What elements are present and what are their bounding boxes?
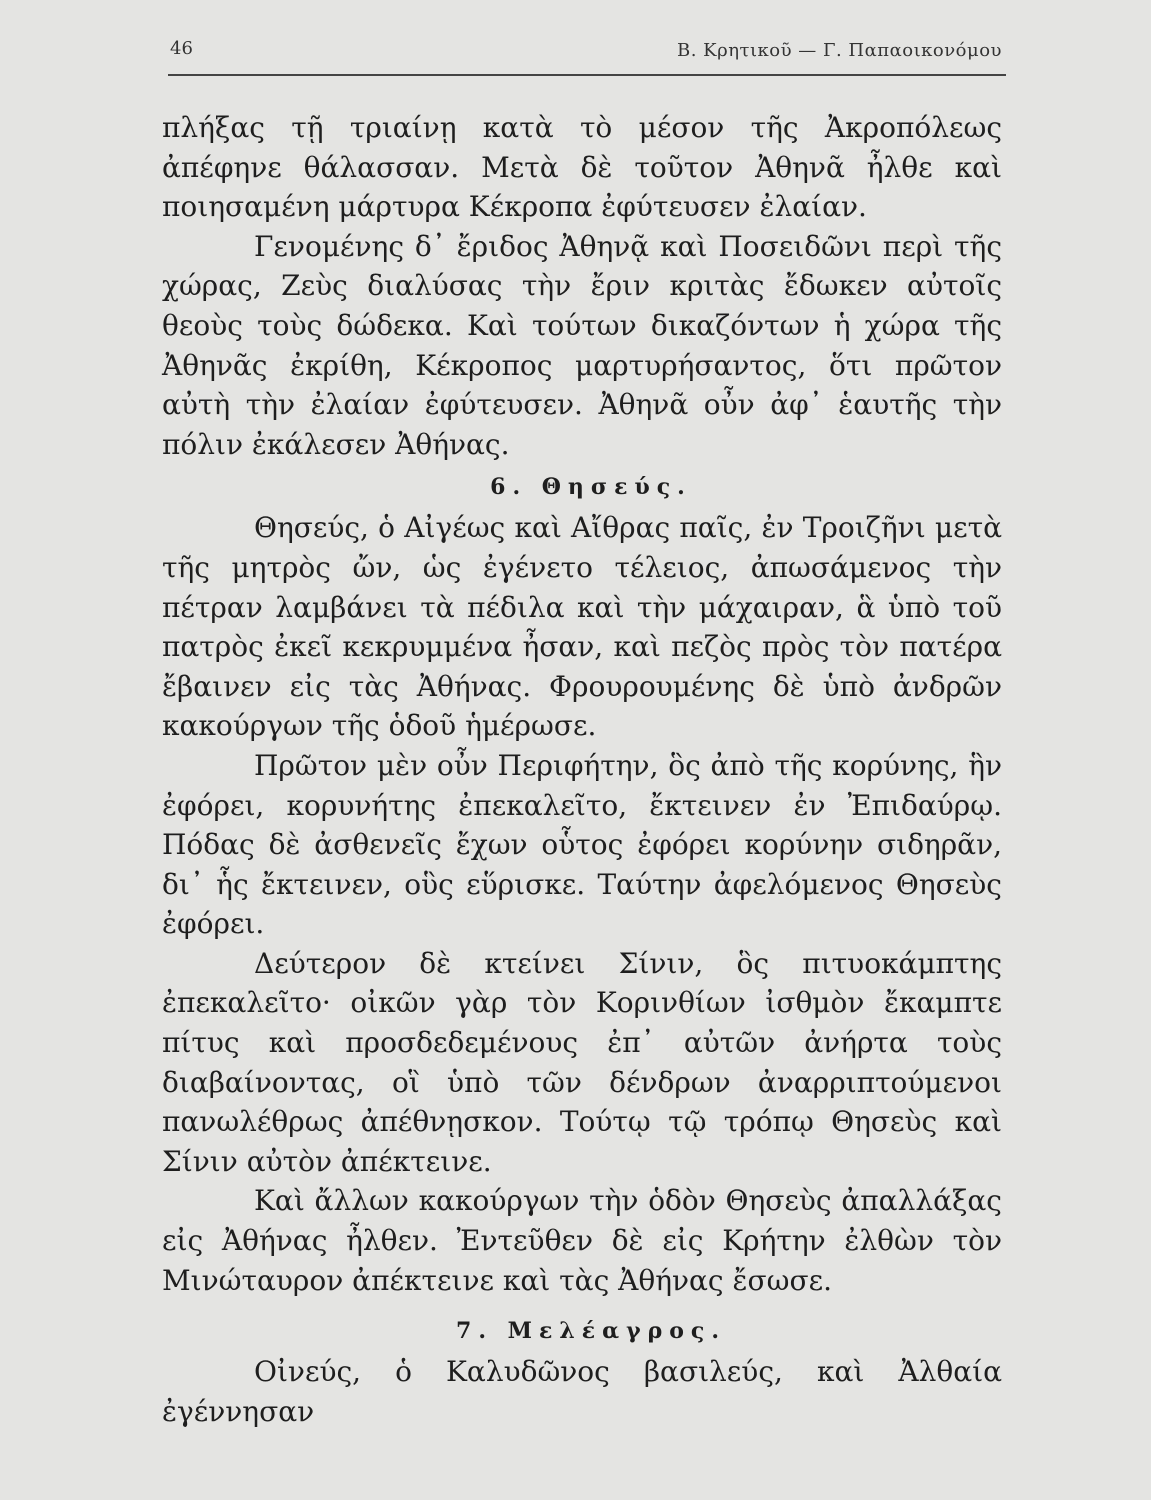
theseus-paragraph-1: Θησεύς, ὁ Αἰγέως καὶ Αἴθρας παῖς, ἐν Τροιζῆνι μετὰ τῆς μητρὸς ὤν, ὡς ἐγένετο τέλειος, ἀπωσάμενος τὴν πέτραν λαμβάνει τὰ πέδιλα καὶ τὴν μάχαιραν, ἃ ὑπὸ τοῦ πατρὸς ἐκεῖ κεκρυμμένα ἦσαν, καὶ πεζὸς πρὸς τὸν πατέρα ἔβαινεν εἰς τὰς Ἀθήνας. Φρουρουμένης δὲ ὑπὸ ἀνδρῶν κακούργων τῆς ὁδοῦ ἡμέρωσε. xyxy=(162,511,1002,743)
body-text xyxy=(162,108,1002,1431)
intro-paragraph-continuation: πλήξας τῇ τριαίνῃ κατὰ τὸ μέσον τῆς Ἀκροπόλεως ἀπέφηνε θάλασσαν. Μετὰ δὲ τοῦτον Ἀθηνᾶ ἦλθε καὶ ποιησαμένη μάρτυρα Κέκροπα ἐφύτευσεν ἐλαίαν. xyxy=(162,111,1002,224)
section-heading-meleager: 7. Μελέαγρος. xyxy=(456,1318,726,1345)
header-rule xyxy=(168,74,1006,76)
running-head-authors: Β. Κρητικοῦ — Γ. Παπαοικονόμου xyxy=(677,40,1002,61)
intro-paragraph-dispute: Γενομένης δ᾽ ἔριδος Ἀθηνᾷ καὶ Ποσειδῶνι περὶ τῆς χώρας, Ζεὺς διαλύσας τὴν ἔριν κριτὰς ἔδωκεν αὐτοῖς θεοὺς τοὺς δώδεκα. Καὶ τούτων δικαζόντων ἡ χώρα τῆς Ἀθηνᾶς ἐκρίθη, Κέκροπος μαρτυρήσαντος, ὅτι πρῶτον αὐτὴ τὴν ἐλαίαν ἐφύτευσεν. Ἀθηνᾶ οὖν ἀφ᾽ ἑαυτῆς τὴν πόλιν ἐκάλεσεν Ἀθήνας. xyxy=(162,229,1002,461)
theseus-paragraph-2: Πρῶτον μὲν οὖν Περιφήτην, ὃς ἀπὸ τῆς κορύνης, ἣν ἐφόρει, κορυνήτης ἐπεκαλεῖτο, ἔκτεινεν ἐν Ἐπιδαύρῳ. Πόδας δὲ ἀσθενεῖς ἔχων οὗτος ἐφόρει κορύνην σιδηρᾶν, δι᾽ ἧς ἔκτεινεν, οὓς εὕρισκε. Ταύτην ἀφελόμενος Θησεὺς ἐφόρει. xyxy=(162,748,1002,941)
meleager-paragraph-1: Οἰνεύς, ὁ Καλυδῶνος βασιλεύς, καὶ Ἀλθαία ἐγέννησαν xyxy=(162,1355,1002,1428)
page-header xyxy=(170,38,1002,74)
theseus-paragraph-3: Δεύτερον δὲ κτείνει Σίνιν, ὃς πιτυοκάμπτης ἐπεκαλεῖτο· οἰκῶν γὰρ τὸν Κορινθίων ἰσθμὸν ἔκαμπτε πίτυς καὶ προσδεδεμένους ἐπ᾽ αὐτῶν ἀνήρτα τοὺς διαβαίνοντας, οἳ ὑπὸ τῶν δένδρων ἀναρριπτούμενοι πανωλέθρως ἀπέθνῃσκον. Τούτῳ τῷ τρόπῳ Θησεὺς καὶ Σίνιν αὐτὸν ἀπέκτεινε. xyxy=(162,946,1002,1178)
section-heading-theseus: 6. Θησεύς. xyxy=(490,474,692,501)
page-number: 46 xyxy=(170,38,193,59)
theseus-paragraph-4: Καὶ ἄλλων κακούργων τὴν ὁδὸν Θησεὺς ἀπαλλάξας εἰς Ἀθήνας ἦλθεν. Ἐντεῦθεν δὲ εἰς Κρήτην ἐλθὼν τὸν Μινώταυρον ἀπέκτεινε καὶ τὰς Ἀθήνας ἔσωσε. xyxy=(162,1184,1002,1297)
